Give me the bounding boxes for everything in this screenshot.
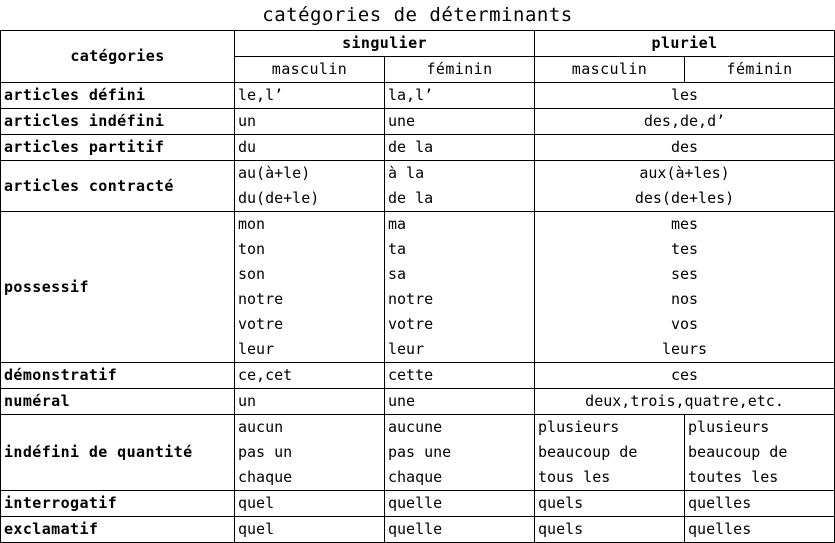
cell-line: plusieurs — [538, 418, 620, 436]
cell-line: tous les — [538, 468, 611, 486]
category-label: possessif — [1, 212, 235, 363]
cell-sing-masc: quel — [235, 517, 385, 543]
cell-plural: ces — [535, 363, 835, 389]
cell-line: leur — [238, 340, 275, 358]
cell-line: notre — [238, 290, 284, 308]
row-numeral — [1, 389, 835, 415]
row-articles-partitif — [1, 135, 835, 161]
cell-line: votre — [238, 315, 284, 333]
cell-sing-fem: une — [385, 109, 535, 135]
cell-sing-fem — [385, 415, 535, 491]
cell-sing-fem: quelle — [385, 517, 535, 543]
cell-line: aux(à+les) — [639, 164, 730, 182]
cell-sing-masc — [235, 161, 385, 212]
cell-plural: des,de,d’ — [535, 109, 835, 135]
cell-sing-fem: une — [385, 389, 535, 415]
header-plur-masculin: masculin — [535, 57, 685, 83]
cell-sing-masc: un — [235, 109, 385, 135]
cell-sing-masc: un — [235, 389, 385, 415]
cell-sing-fem: cette — [385, 363, 535, 389]
category-label: articles indéfini — [1, 109, 235, 135]
cell-plur-fem: quelles — [685, 517, 835, 543]
cell-line: des(de+les) — [634, 189, 735, 207]
cell-sing-fem: quelle — [385, 491, 535, 517]
cell-line: pas un — [238, 443, 293, 461]
header-singulier: singulier — [235, 31, 535, 57]
cell-line: chaque — [388, 468, 443, 486]
cell-line: mon — [238, 215, 266, 233]
header-plur-feminin: féminin — [685, 57, 835, 83]
cell-line: au(à+le) — [238, 164, 311, 182]
row-demonstratif — [1, 363, 835, 389]
category-label: exclamatif — [1, 517, 235, 543]
row-articles-contracte — [1, 161, 835, 212]
cell-sing-fem: la,l’ — [385, 83, 535, 109]
cell-sing-masc: quel — [235, 491, 385, 517]
cell-plur-masc: quels — [535, 491, 685, 517]
cell-line: leurs — [661, 340, 708, 358]
cell-line: votre — [388, 315, 434, 333]
cell-line: leur — [388, 340, 425, 358]
cell-plural — [535, 212, 835, 363]
cell-line: sa — [388, 265, 407, 283]
cell-sing-masc: du — [235, 135, 385, 161]
row-interrogatif — [1, 491, 835, 517]
cell-line: ma — [388, 215, 407, 233]
header-sing-masculin: masculin — [235, 57, 385, 83]
cell-sing-masc: ce,cet — [235, 363, 385, 389]
cell-line: du(de+le) — [238, 189, 320, 207]
cell-line: ses — [670, 265, 699, 283]
cell-plural: les — [535, 83, 835, 109]
cell-line: son — [238, 265, 266, 283]
cell-line: aucun — [238, 418, 284, 436]
row-possessif — [1, 212, 835, 363]
cell-line: pas une — [388, 443, 452, 461]
header-sing-feminin: féminin — [385, 57, 535, 83]
cell-line: beaucoup de — [688, 443, 788, 461]
cell-plur-fem — [685, 415, 835, 491]
cell-line: nos — [670, 290, 699, 308]
header-pluriel: pluriel — [535, 31, 835, 57]
cell-line: chaque — [238, 468, 293, 486]
row-articles-indefini — [1, 109, 835, 135]
cell-sing-fem: de la — [385, 135, 535, 161]
category-label: numéral — [1, 389, 235, 415]
category-label: articles défini — [1, 83, 235, 109]
cell-sing-fem — [385, 212, 535, 363]
cell-line: aucune — [388, 418, 443, 436]
cell-line: vos — [670, 315, 699, 333]
determinants-table — [0, 30, 835, 543]
cell-plural: deux,trois,quatre,etc. — [535, 389, 835, 415]
cell-sing-masc: le,l’ — [235, 83, 385, 109]
cell-plural — [535, 161, 835, 212]
cell-sing-masc — [235, 415, 385, 491]
page-title: catégories de déterminants — [262, 4, 573, 26]
cell-line: beaucoup de — [538, 443, 638, 461]
header-categories: catégories — [1, 31, 235, 83]
cell-plur-masc — [535, 415, 685, 491]
cell-line: mes — [670, 215, 699, 233]
cell-line: toutes les — [688, 468, 779, 486]
cell-line: notre — [388, 290, 434, 308]
cell-line: ta — [388, 240, 407, 258]
row-indefini-quantite — [1, 415, 835, 491]
cell-line: de la — [388, 189, 434, 207]
cell-line: à la — [388, 164, 425, 182]
cell-plur-fem: quelles — [685, 491, 835, 517]
cell-line: ton — [238, 240, 266, 258]
header-row-1 — [1, 31, 835, 57]
cell-sing-fem — [385, 161, 535, 212]
category-label: interrogatif — [1, 491, 235, 517]
category-label: indéfini de quantité — [1, 415, 235, 491]
category-label: articles partitif — [1, 135, 235, 161]
cell-line: plusieurs — [688, 418, 770, 436]
category-label: articles contracté — [1, 161, 235, 212]
cell-line: tes — [670, 240, 699, 258]
cell-plur-masc: quels — [535, 517, 685, 543]
category-label: démonstratif — [1, 363, 235, 389]
cell-sing-masc — [235, 212, 385, 363]
row-articles-defini — [1, 83, 835, 109]
cell-plural: des — [535, 135, 835, 161]
